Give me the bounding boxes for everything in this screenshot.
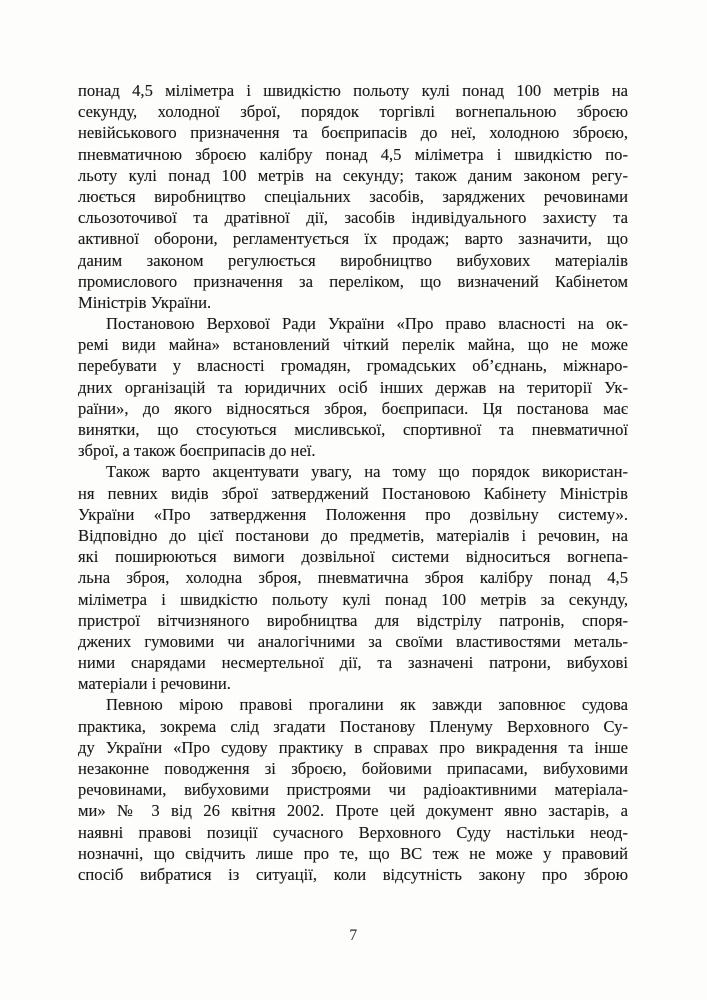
text-line: люється виробництво спеціальних засобів, заряджених речовинами xyxy=(78,186,628,206)
text-line: Також варто акцентувати увагу, на тому що порядок використан- xyxy=(106,462,628,482)
page-footer xyxy=(0,926,707,946)
paragraph xyxy=(78,80,628,313)
text-line: наявні правові позиції сучасного Верховного Суду настільки неод- xyxy=(78,822,628,842)
text-line: Відповідно до цієї постанови до предметів, матеріалів і речовин, на xyxy=(78,525,628,545)
text-line: промислового призначення за переліком, що визначений Кабінетом xyxy=(78,271,628,291)
text-line: раїни», до якого відносяться зброя, боєприпаси. Ця постанова має xyxy=(78,398,628,418)
text-line: льна зброя, холодна зброя, пневматична зброя калібру понад 4,5 xyxy=(78,568,628,588)
text-line: ня певних видів зброї затверджений Постановою Кабінету Міністрів xyxy=(78,483,628,503)
text-line: перебувати у власності громадян, громадських об’єднань, міжнаро- xyxy=(78,356,628,376)
text-line: винятки, що стосуються мисливської, спортивної та пневматичної xyxy=(78,420,628,439)
text-line: речовинами, вибуховими пристроями чи радіоактивними матеріала- xyxy=(78,780,628,800)
text-line: пневматичною зброєю калібру понад 4,5 міліметра і швидкістю по- xyxy=(78,144,628,164)
text-line: Постановою Верхової Ради України «Про право власності на ок- xyxy=(106,314,628,334)
text-line: невійськового призначення та боєприпасів до неї, холодною зброєю, xyxy=(78,123,628,143)
paragraph xyxy=(78,694,628,885)
text-line: ремі види майна» встановлений чіткий перелік майна, що не може xyxy=(78,335,628,355)
text-line: сльозоточивої та дратівної дії, засобів індивідуального захисту та xyxy=(78,208,628,228)
page-number: 7 xyxy=(349,927,358,944)
text-line: спосіб вибратися із ситуації, коли відсутність закону про зброю xyxy=(78,864,628,884)
text-line: ми» № 3 від 26 квітня 2002. Проте цей документ явно застарів, а xyxy=(78,801,628,821)
text-line: джених гумовими чи аналогічними за своїми властивостями металь- xyxy=(78,631,628,651)
text-line: льоту кулі понад 100 метрів на секунду; також даним законом регу- xyxy=(78,165,628,185)
text-line: практика, зокрема слід згадати Постанову Пленуму Верховного Су- xyxy=(78,716,628,736)
text-line: дних організацій та юридичних осіб інших держав на території Ук- xyxy=(78,377,628,397)
page-text xyxy=(78,80,628,885)
text-line: пристрої вітчизняного виробництва для відстрілу патронів, споря- xyxy=(78,610,628,630)
text-line: понад 4,5 міліметра і швидкістю польоту кулі понад 100 метрів на xyxy=(78,81,628,100)
paragraph xyxy=(78,313,628,461)
text-line: ду України «Про судову практику в справах про викрадення та інше xyxy=(78,737,628,757)
text-line: матеріали і речовини. xyxy=(78,674,231,694)
text-line: нозначні, що свідчить лише про те, що ВС теж не може у правовий xyxy=(78,843,628,863)
text-line: міліметра і швидкістю польоту кулі понад 100 метрів за секунду, xyxy=(78,589,628,609)
text-line: секунду, холодної зброї, порядок торгівлі вогнепальною зброєю xyxy=(78,102,628,122)
text-line: зброї, а також боєприпасів до неї. xyxy=(78,441,316,461)
text-line: Певною мірою правові прогалини як завжди заповнює судова xyxy=(106,695,628,715)
paragraph xyxy=(78,461,628,694)
text-line: даним законом регулюється виробництво вибухових матеріалів xyxy=(78,250,628,270)
text-line: незаконне поводження зі зброєю, бойовими припасами, вибуховими xyxy=(78,759,628,778)
text-line: України «Про затвердження Положення про дозвільну систему». xyxy=(78,504,628,524)
text-line: які поширюються вимоги дозвільної системи відноситься вогнепа- xyxy=(78,547,628,567)
text-line: активної оборони, регламентується їх продаж; варто зазначити, що xyxy=(78,229,628,249)
text-line: ними снарядами несмертельної дії, та зазначені патрони, вибухові xyxy=(78,653,628,673)
text-line: Міністрів України. xyxy=(78,292,212,312)
